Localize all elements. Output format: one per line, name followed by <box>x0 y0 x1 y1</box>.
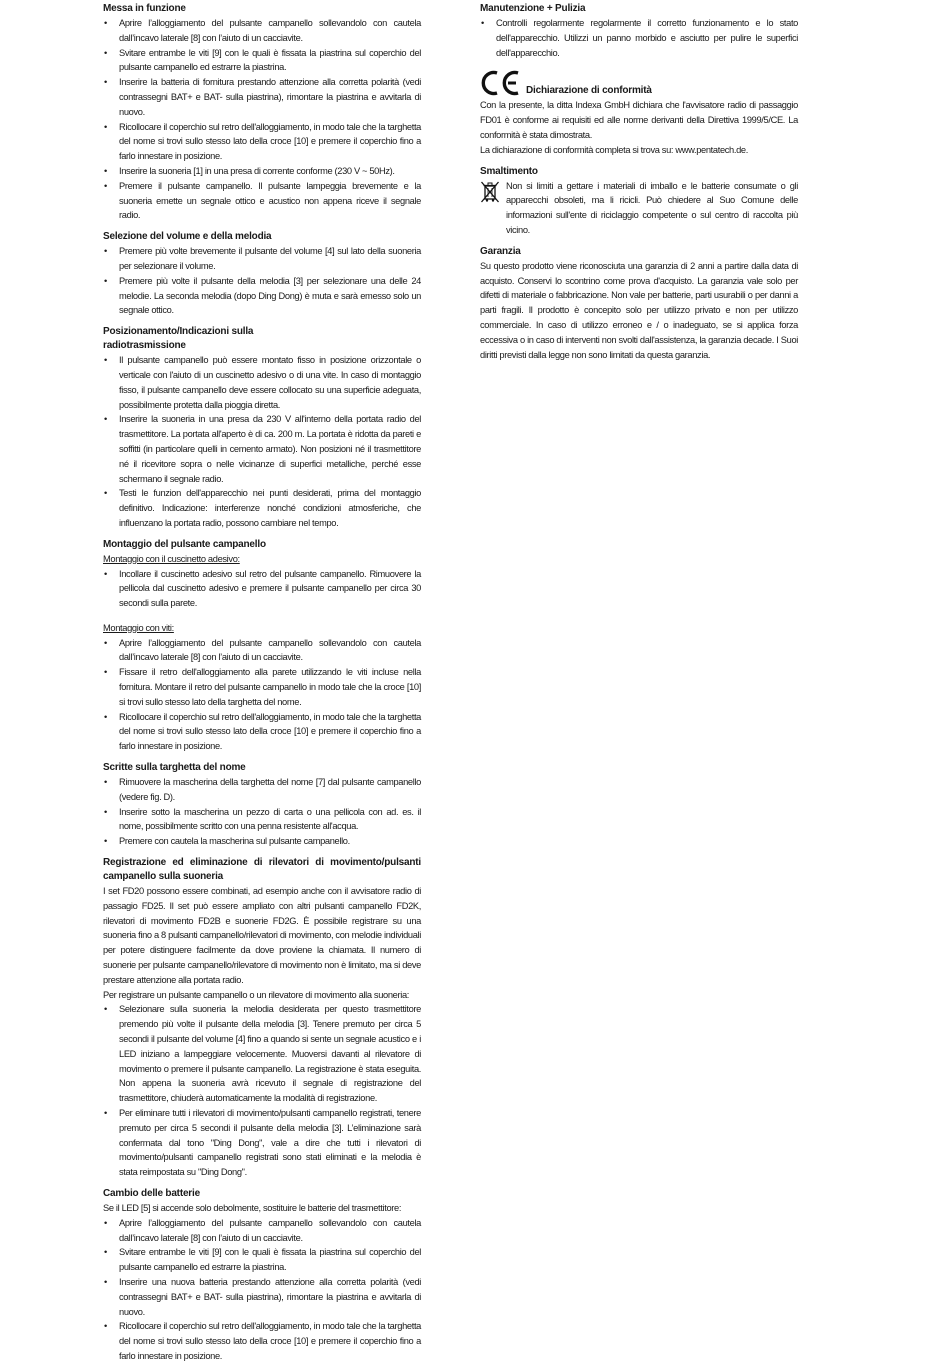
list-item: • Il pulsante campanello può essere montato fisso in posizione orizzontale o verticale con l'aiuto di un cuscinetto adesivo o di una vite. In caso di montaggio fisso, il pulsante campanello deve essere collocato su una superficie adeguata, possibilmente protetta dalla pioggia diretta. <box>103 353 421 412</box>
section-title: Montaggio del pulsante campanello <box>103 538 266 550</box>
list-item: • Selezionare sulla suoneria la melodia desiderata per questo trasmettitore premendo più volte il pulsante della melodia [3]. Tenere premuto per circa 5 secondi il pulsante del volume [4] fino a quando si sente un segnale acustico e i LED iniziano a lampeggiare velocemente. Muoversi davanti al rilevatore di movimento o premere il pulsante campanello. La registrazione è stata eseguita. Non appena la suoneria avrà ricevuto il segnale di registrazione del trasmettitore, chiuderà automaticamente la modalità di registrazione. <box>103 1002 421 1106</box>
bullet-list <box>103 1216 421 1364</box>
list-item: • Ricollocare il coperchio sul retro dell'alloggiamento, in modo tale che la targhetta del nome si trovi sullo stesso lato della croce [10] e premere il coperchio fino a farlo innestare in posizione. <box>103 1319 421 1363</box>
list-item: • Inserire la suoneria in una presa da 230 V all'interno della portata radio del trasmettitore. La portata all'aperto è di ca. 200 m. La portata è ridotta da pareti e soffitti (in particolare quelli in cemento armato). Non posizioni né il trasmettitore né il ricevitore sopra o nelle vicinanze di superfici metalliche, perché esse schermano il segnale radio. <box>103 412 421 486</box>
list-item: • Inserire sotto la mascherina un pezzo di carta o una pellicola con ad. es. il nome, possibilmente scritto con una penna resistente all'acqua. <box>103 805 421 835</box>
list-item: • Ricollocare il coperchio sul retro dell'alloggiamento, in modo tale che la targhetta del nome si trovi sullo stesso lato della croce [10] e premere il coperchio fino a farlo innestare in posizione. <box>103 710 421 754</box>
bullet-list <box>103 636 421 754</box>
list-item: • Inserire la suoneria [1] in una presa di corrente conforme (230 V ~ 50Hz). <box>103 164 421 179</box>
list-item: • Premere con cautela la mascherina sul pulsante campanello. <box>103 834 421 849</box>
bullet-list <box>103 567 421 611</box>
paragraph: Se il LED [5] si accende solo debolmente, sostituire le batterie del trasmettitore: <box>103 1202 402 1213</box>
list-item: • Premere il pulsante campanello. Il pulsante lampeggia brevemente e la suoneria emette un segnale ottico e acustico non appena riceve il segnale radio. <box>103 179 421 223</box>
bullet-list <box>480 16 798 60</box>
section-title: Garanzia <box>480 245 521 257</box>
list-item: • Fissare il retro dell'alloggiamento alla parete utilizzando le viti incluse nella fornitura. Montare il retro del pulsante campanello in modo tale che la croce [10] si trovi sullo stesso lato della targhetta del nome. <box>103 665 421 709</box>
list-item: • Rimuovere la mascherina della targhetta del nome [7] dal pulsante campanello (vedere fig. D). <box>103 775 421 805</box>
section-title: Selezione del volume e della melodia <box>103 231 272 243</box>
section-title-line: Posizionamento/Indicazioni sulla <box>103 326 254 338</box>
subsection-label: Montaggio con il cuscinetto adesivo: <box>103 553 240 564</box>
section-title: Manutenzione + Pulizia <box>480 3 586 14</box>
section-title <box>103 325 421 353</box>
paragraph: Per registrare un pulsante campanello o un rilevatore di movimento alla suoneria: <box>103 989 410 1000</box>
list-item: • Controlli regolarmente regolarmente il corretto funzionamento e lo stato dell'apparecchio. Utilizzi un panno morbido e asciutto per pulire le superfici dell'apparecchio. <box>480 16 798 60</box>
list-item: • Svitare entrambe le viti [9] con le quali è fissata la piastrina sul coperchio del pulsante campanello ed estrarre la piastrina. <box>103 46 421 76</box>
list-item: • Aprire l’alloggiamento del pulsante campanello sollevandolo con cautela dall’incavo laterale [8] con l’aiuto di un cacciavite. <box>103 16 421 46</box>
list-item: • Premere più volte il pulsante della melodia [3] per selezionare una delle 24 melodie. La seconda melodia (dopo Ding Dong) è muta e sarà emesso solo un segnale ottico. <box>103 274 421 318</box>
list-item: • Aprire l’alloggiamento del pulsante campanello sollevandolo con cautela dall’incavo laterale [8] con l’aiuto di un cacciavite. <box>103 636 421 666</box>
paragraph: I set FD20 possono essere combinati, ad esempio anche con il avvisatore radio di passagio FD25. Il set può essere ampliato con altri pulsanti campanello FD2K, rilevatori di movimento FD2B e suonerie FD2G. È possibile registrare su una suoneria fino a 8 pulsanti campanello/rilevatori di movimento, con melodie individuali per potere distinguere facilmente da dove proviene la chiamata. Il numero di suonerie per pulsante campanello/rilevatore di movimento non è limitato, ma si deve prestare attenzione alla portata radio. <box>103 886 421 985</box>
crossed-bin-icon <box>480 180 500 204</box>
ce-heading-row <box>480 68 798 98</box>
section-messa-in-funzione <box>103 2 421 223</box>
list-item: • Inserire una nuova batteria prestando attenzione alla corretta polarità (vedi contrassegni BAT+ e BAT- sulla piastrina), rimontare la piastrina e avvitarla di nuovo. <box>103 1275 421 1319</box>
paragraph: Su questo prodotto viene riconosciuta una garanzia di 2 anni a partire dalla data di acquisto. Conservi lo scontrino come prova d'acquisto. La garanzia vale solo per difetti di materiale o fabbricazione. Non vale per batterie, parti usurabili o per danni a parti fragili. Il prodotto è concepito solo per utilizzo privato e non per utilizzo commerciale. In caso di utilizzo erroneo e / o inadeguato, se si applica forza eccessiva o in caso di interventi non svolti dall'assistenza, la garanzia decade. I Suoi diritti previsti dalla legge non sono limitati da questa garanzia. <box>480 260 798 360</box>
section-registrazione <box>103 856 421 1180</box>
bullet-list <box>103 16 421 223</box>
paragraph: Non si limiti a gettare i materiali di imballo e le batterie consumate o gli apparecchi obsoleti, ma li ricicli. Può chiedere al Suo Comune delle informazioni sull'ente di riciclaggio competente o sul centro di raccolta più vicino. <box>506 180 798 235</box>
bullet-list <box>103 1002 421 1180</box>
right-column <box>480 2 798 369</box>
section-title: Cambio delle batterie <box>103 1187 200 1199</box>
section-garanzia <box>480 245 798 363</box>
list-item: • Inserire la batteria di fornitura prestando attenzione alla corretta polarità (vedi contrassegni BAT+ e BAT- sulla piastrina), rimontare la piastrina e avvitarla di nuovo. <box>103 75 421 119</box>
paragraph: La dichiarazione di conformità completa si trova su: www.pentatech.de. <box>480 144 748 155</box>
section-title: Dichiarazione di conformità <box>526 85 652 97</box>
ce-mark-icon <box>480 68 522 98</box>
list-item: • Ricollocare il coperchio sul retro dell'alloggiamento, in modo tale che la targhetta del nome si trovi sullo stesso lato della croce [10] e premere il coperchio fino a farlo innestare in posizione. <box>103 120 421 164</box>
list-item: • Incollare il cuscinetto adesivo sul retro del pulsante campanello. Rimuovere la pellicola dal cuscinetto adesivo e premere il pulsante campanello per circa 30 secondi sulla parete. <box>103 567 421 611</box>
section-title-line: radiotrasmissione <box>103 340 186 352</box>
paragraph: Con la presente, la ditta Indexa GmbH dichiara che l'avvisatore radio di passaggio FD01 è conforme ai requisiti ed alle norme derivanti della Direttiva 1999/5/CE. La conformità è stata dimostrata. <box>480 100 798 140</box>
list-item: • Premere più volte brevemente il pulsante del volume [4] sul lato della suoneria per selezionare il volume. <box>103 244 421 274</box>
section-volume-melodia <box>103 230 421 318</box>
bullet-list <box>103 244 421 318</box>
section-montaggio <box>103 538 421 754</box>
spacer <box>103 611 421 621</box>
disposal-block <box>480 179 798 238</box>
section-dichiarazione <box>480 68 798 157</box>
list-item: • Aprire l’alloggiamento del pulsante campanello sollevandolo con cautela dall’incavo laterale [8] con l’aiuto di un cacciavite. <box>103 1216 421 1246</box>
section-title: Registrazione ed eliminazione di rilevatori di movimento/pulsanti campanello sulla suoneria <box>103 857 421 883</box>
section-smaltimento <box>480 165 798 238</box>
bullet-list <box>103 353 421 531</box>
section-cambio-batterie <box>103 1187 421 1364</box>
list-item: • Testi le funzion dell'apparecchio nei punti desiderati, prima del montaggio definitivo. Indicazione: interferenze nonché condizioni atmosferiche, che influenzano la portata radio, possono cambiare nel tempo. <box>103 486 421 530</box>
section-title: Scritte sulla targhetta del nome <box>103 762 246 774</box>
list-item: • Svitare entrambe le viti [9] con le quali è fissata la piastrina sul coperchio del pulsante campanello ed estrarre la piastrina. <box>103 1245 421 1275</box>
section-title: Messa in funzione <box>103 3 186 14</box>
section-scritte <box>103 761 421 849</box>
list-item: • Per eliminare tutti i rilevatori di movimento/pulsanti campanello registrati, tenere premuto per circa 5 secondi il pulsante della melodia [3]. L’eliminazione sarà confermata dal tono "Ding Dong", vale a dire che tutti i rilevatori di movimento/pulsanti campanello registrati sono stati eliminati e la melodia è stata reimpostata su "Ding Dong". <box>103 1106 421 1180</box>
left-column <box>103 2 421 1371</box>
bullet-list <box>103 775 421 849</box>
section-manutenzione <box>480 2 798 60</box>
section-title: Smaltimento <box>480 165 538 177</box>
subsection-label: Montaggio con viti: <box>103 622 174 633</box>
section-posizionamento <box>103 325 421 531</box>
